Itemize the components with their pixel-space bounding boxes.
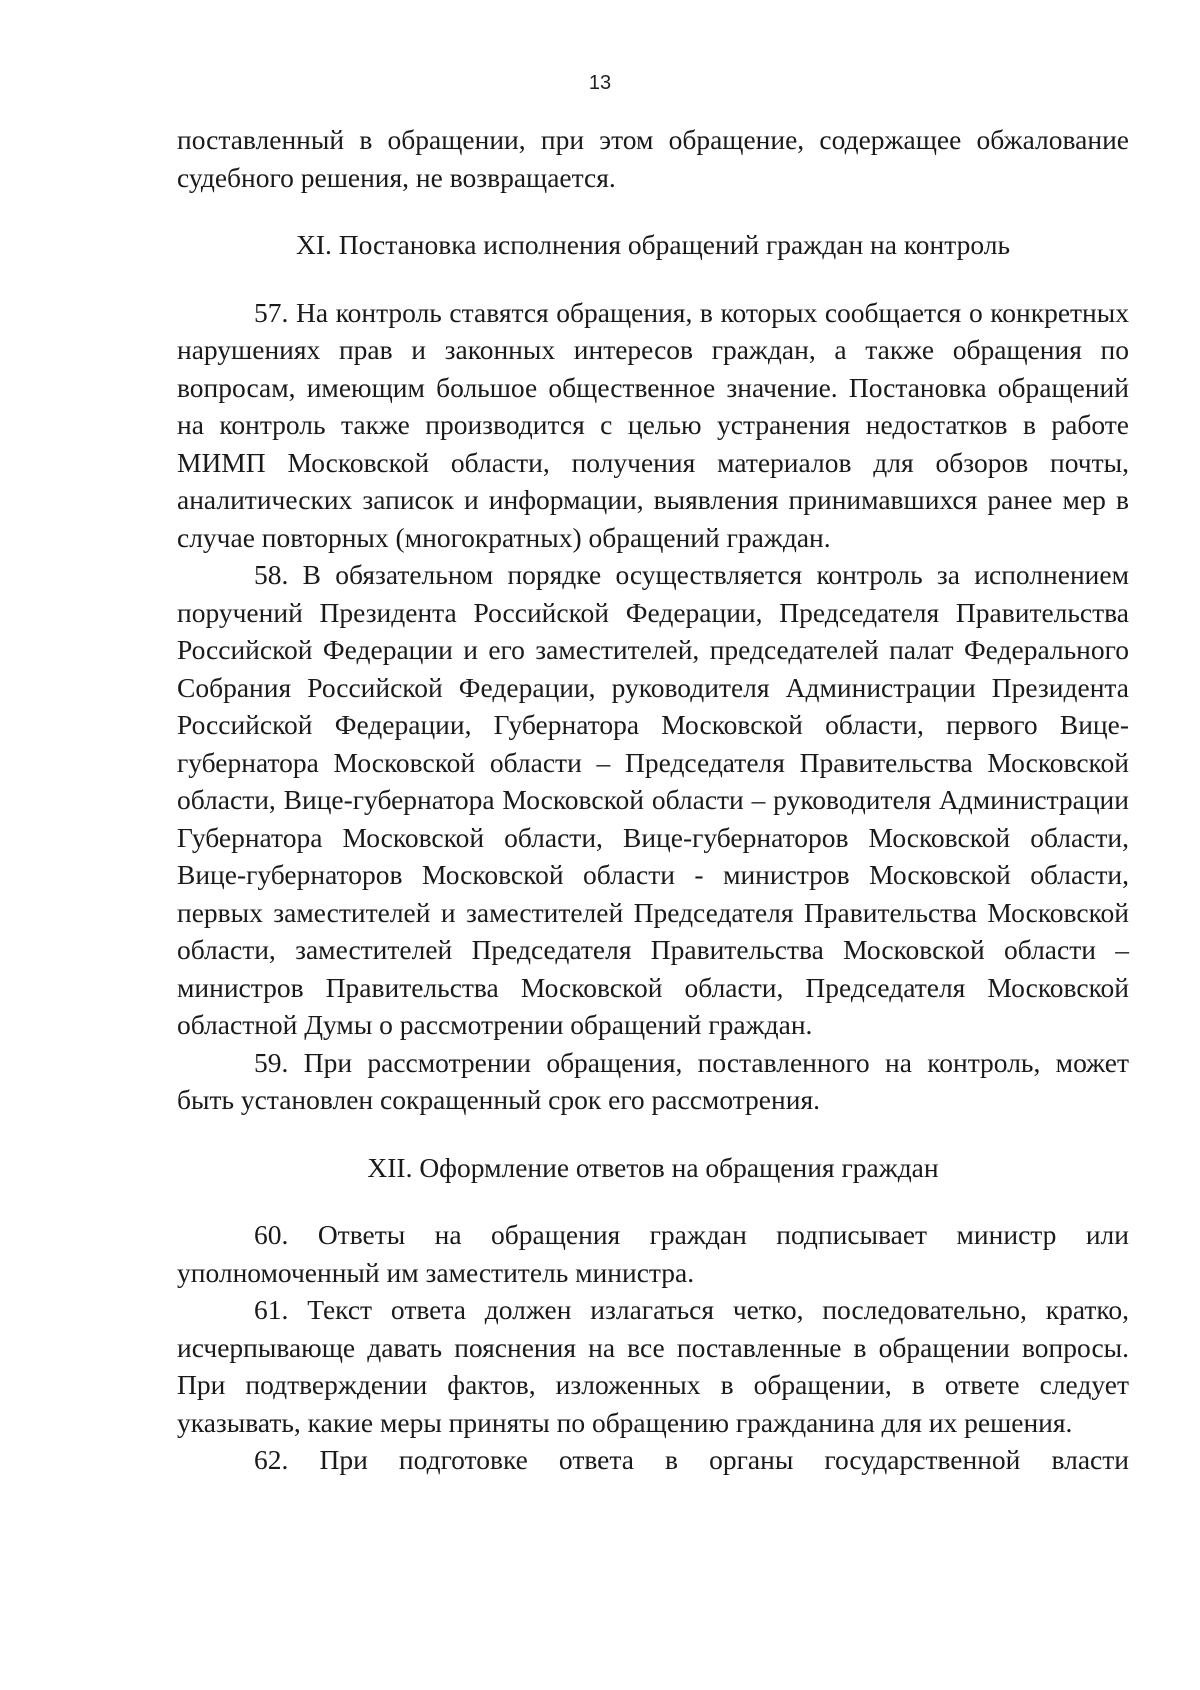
spacer [177,1186,1129,1216]
paragraph-57: 57. На контроль ставятся обращения, в которых сообщается о конкретных нарушениях прав и законных интересов граждан, а также обращения по вопросам, имеющим большое общественное значение. Постановка обращений на контроль также производится с целью устранения недостатков в работе МИМП Московской области, получения материалов для обзоров почты, аналитических записок и информации, выявления принимавшихся ранее мер в случае повторных (многократных) обращений граждан. [177,296,1129,553]
document-body [177,121,1129,1479]
paragraph-62: 62. При подготовке ответа в органы государственной власти [254,1444,1129,1475]
paragraph-61: 61. Текст ответа должен излагаться четко, последовательно, кратко, исчерпывающе давать пояснения на все поставленные в обращении вопросы. При подтверждении фактов, изложенных в обращении, в ответе следует указывать, какие меры приняты по обращению гражданина для их решения. [177,1294,1129,1438]
spacer [177,1119,1129,1149]
section-heading-xii: XII. Оформление ответов на обращения граждан [367,1151,939,1183]
page-number: 13 [588,72,612,94]
section-heading-xi: XI. Постановка исполнения обращений граждан на контроль [295,229,1011,260]
paragraph-60: 60. Ответы на обращения граждан подписывает министр или уполномоченный им заместитель министра. [177,1219,1129,1288]
spacer [177,264,1129,294]
paragraph-59: 59. При рассмотрении обращения, поставленного на контроль, может быть установлен сокращенный срок его рассмотрения. [177,1046,1129,1115]
spacer [177,196,1129,226]
paragraph-58: 58. В обязательном порядке осуществляется контроль за исполнением поручений Президента Российской Федерации, Председателя Правительства Российской Федерации и его заместителей, председателей палат Федерального Собрания Российской Федерации, руководителя Администрации Президента Российской Федерации, Губернатора Московской области, первого Вице-губернатора Московской области – Председателя Правительства Московской области, Вице-губернатора Московской области – руководителя Администрации Губернатора Московской области, Вице-губернаторов Московской области, Вице-губернаторов Московской области - министров Московской области, первых заместителей и заместителей Председателя Правительства Московской области, заместителей Председателя Правительства Московской области – министров Правительства Московской области, Председателя Московской областной Думы о рассмотрении обращений граждан. [177,559,1129,1040]
paragraph-continuation: поставленный в обращении, при этом обращение, содержащее обжалование судебного решения, не возвращается. [177,124,1129,193]
